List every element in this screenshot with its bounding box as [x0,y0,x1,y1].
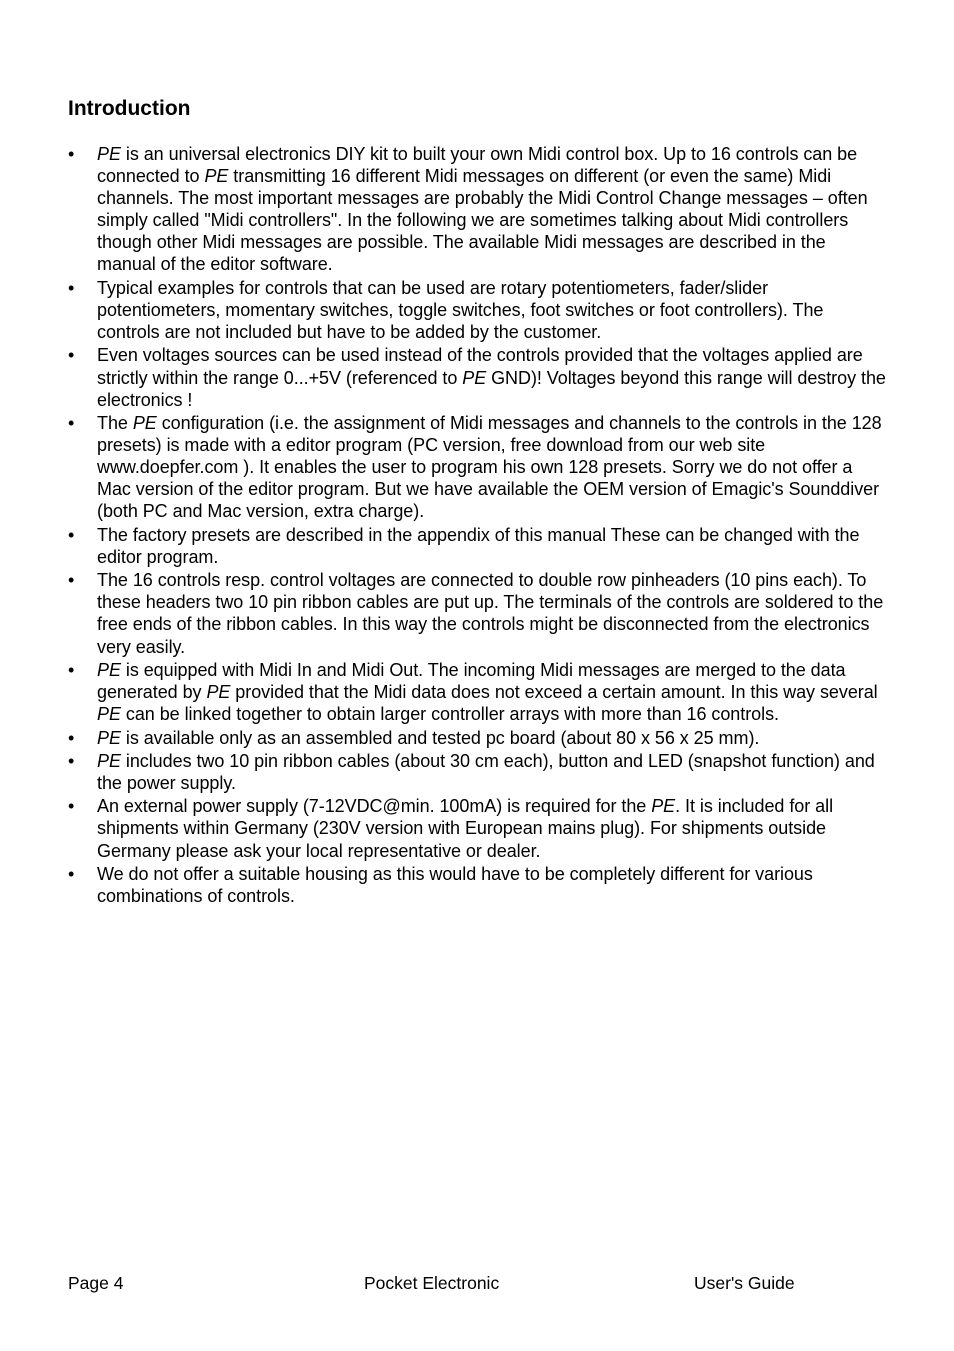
page-heading: Introduction [68,97,191,120]
list-item [68,863,888,907]
product-abbreviation: PE [97,659,121,680]
bullet-list [68,143,888,908]
list-item-text: We do not offer a suitable housing as this would have to be completely different for various combinations of controls. [97,863,813,907]
bullet-dot-icon: • [68,413,75,434]
product-abbreviation: PE [97,144,121,164]
bullet-dot-icon: • [68,345,75,366]
list-item-text: is available only as an assembled and tested pc board (about 80 x 56 x 25 mm). [120,727,760,748]
list-item-text: transmitting 16 different Midi messages on different (or even the same) Midi channels. The most important messages are probably the Midi Control Change messages – often simply called "Midi controllers". In the following we are sometimes talking about Midi controllers though other Midi messages are possible. The available Midi messages are described in the manual of the editor software. [97,166,868,275]
list-item [68,750,888,794]
bullet-dot-icon: • [68,659,75,680]
bullet-dot-icon: • [68,727,75,748]
product-abbreviation: PE [132,413,157,434]
list-item [68,795,888,861]
list-item-text: GND)! Voltages beyond this range will destroy the electronics ! [97,367,886,410]
list-item-text: The factory presets are described in the appendix of this manual These can be changed with the editor program. [97,524,860,567]
product-abbreviation: PE [97,727,121,748]
product-abbreviation: PE [651,796,676,817]
list-item [68,659,888,725]
list-item-text: is equipped with Midi In and Midi Out. The incoming Midi messages are merged to the data generated by [97,659,846,703]
list-item [68,344,888,410]
list-item-text: Even voltages sources can be used instead of the controls provided that the voltages applied are strictly within the range 0...+5V (referenced to [97,345,863,388]
list-item [68,277,888,343]
bullet-dot-icon: • [68,750,75,771]
list-item-text: . It is included for all shipments within Germany (230V version with European mains plug). For shipments outside Germany please ask your local representative or dealer. [97,796,834,861]
product-abbreviation: PE [97,704,121,725]
list-item-text: The [97,413,133,434]
footer-document-type: User's Guide [694,1273,795,1293]
list-item-text: is an universal electronics DIY kit to built your own Midi control box. Up to 16 controls can be connected to [97,144,858,187]
list-item-text: configuration (i.e. the assignment of Midi messages and channels to the controls in the 128 presets) is made with a editor program (PC version, free download from our web site www.doepfer.com ). It enables the user to program his own 128 presets. Sorry we do not offer a Mac version of the editor program. But we have available the OEM version of Emagic's Sounddiver (both PC and Mac version, extra charge). [97,413,882,522]
product-abbreviation: PE [97,750,121,771]
bullet-dot-icon: • [68,863,75,884]
bullet-dot-icon: • [68,144,75,164]
list-item [68,727,888,749]
footer-page-number: Page 4 [68,1273,124,1293]
list-item [68,524,888,568]
list-item-text: An external power supply (7-12VDC@min. 100mA) is required for the [97,796,652,817]
list-item [68,412,888,522]
bullet-dot-icon: • [68,524,75,545]
list-item [68,569,888,657]
list-item-text: The 16 controls resp. control voltages are connected to double row pinheaders (10 pins each). To these headers two 10 pin ribbon cables are put up. The terminals of the controls are soldered to the free ends of the ribbon cables. In this way the controls might be disconnected from the electronics very easily. [97,570,884,657]
list-item-text: Typical examples for controls that can be used are rotary potentiometers, fader/slider potentiometers, momentary switches, toggle switches, foot switches or foot controllers). The controls are not included but have to be added by the customer. [97,277,824,343]
product-abbreviation: PE [462,367,487,388]
bullet-dot-icon: • [68,277,75,298]
list-item-text: can be linked together to obtain larger controller arrays with more than 16 controls. [120,704,779,725]
product-abbreviation: PE [206,682,231,703]
list-item-text: provided that the Midi data does not exceed a certain amount. In this way several [230,682,878,703]
bullet-dot-icon: • [68,570,75,591]
bullet-dot-icon: • [68,796,75,817]
list-item [68,143,888,276]
page-footer [68,1272,888,1294]
footer-product-name: Pocket Electronic [364,1273,500,1293]
list-item-text: includes two 10 pin ribbon cables (about 30 cm each), button and LED (snapshot function) and the power supply. [97,750,875,793]
product-abbreviation: PE [204,166,229,187]
